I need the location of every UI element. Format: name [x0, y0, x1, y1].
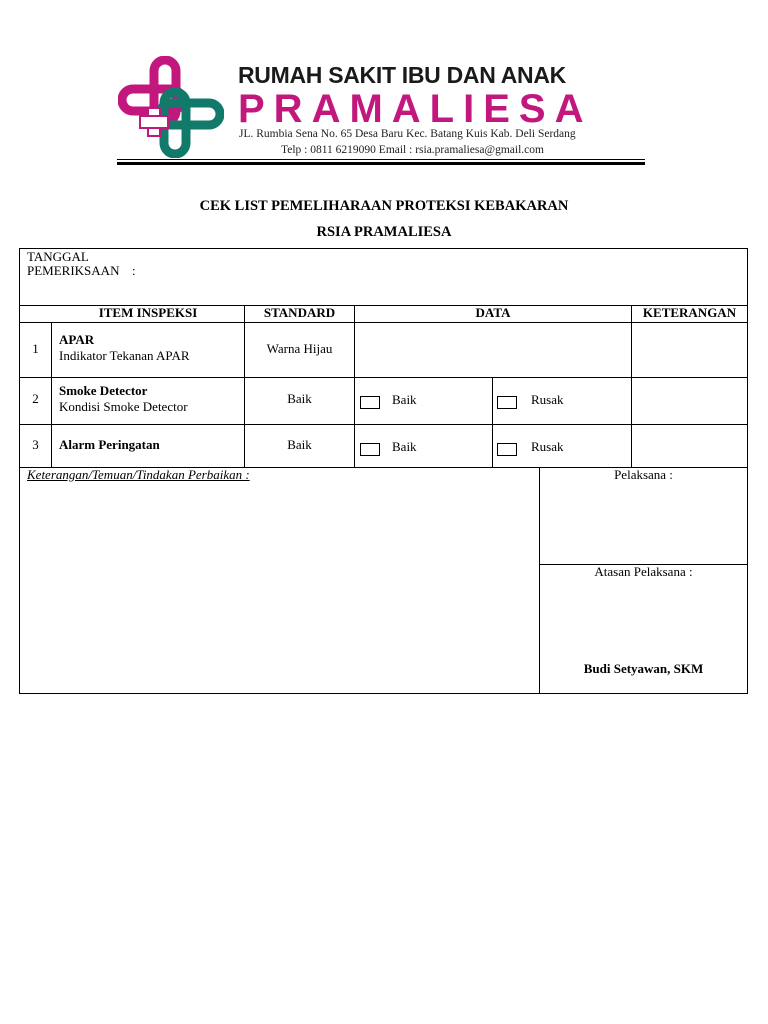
table-col-data-split	[492, 377, 493, 468]
header-data: DATA	[475, 305, 511, 320]
date-colon: :	[132, 263, 136, 278]
table-col-notes-divider	[539, 467, 540, 694]
row-number: 2	[32, 391, 39, 406]
row-number: 3	[32, 437, 39, 452]
table-col-data-divider	[631, 305, 632, 468]
checkbox-baik-label: Baik	[392, 439, 417, 454]
table-line-header-bottom	[19, 322, 748, 323]
hospital-name: PRAMALIESA	[238, 87, 593, 131]
executor-signature-field[interactable]	[541, 486, 746, 562]
supervisor-name: Budi Setyawan, SKM	[583, 661, 704, 676]
hospital-address: JL. Rumbia Sena No. 65 Desa Baru Kec. Batang Kuis Kab. Deli Serdang	[239, 128, 576, 140]
table-line-row1-bottom	[19, 377, 748, 378]
table-line-row2-bottom	[19, 424, 748, 425]
row-title: Smoke Detector	[59, 383, 148, 398]
date-label-line1: TANGGAL	[27, 249, 89, 264]
letterhead-divider-thin	[117, 159, 645, 160]
table-border-bottom	[19, 693, 748, 694]
supervisor-label: Atasan Pelaksana :	[594, 564, 693, 579]
row-remarks-field[interactable]	[633, 426, 746, 466]
row-number: 1	[32, 341, 39, 356]
hospital-contact: Telp : 0811 6219090 Email : rsia.pramaliesa@gmail.com	[281, 144, 544, 156]
document-subtitle: RSIA PRAMALIESA	[316, 224, 452, 240]
date-label-line2: PEMERIKSAAN	[27, 263, 120, 278]
notes-field[interactable]	[21, 486, 537, 691]
checkbox-baik[interactable]	[360, 396, 380, 409]
checkbox-rusak[interactable]	[497, 443, 517, 456]
table-border-top	[19, 248, 748, 249]
header-item: ITEM INSPEKSI	[98, 305, 198, 320]
checkbox-rusak[interactable]	[497, 396, 517, 409]
header-remarks: KETERANGAN	[642, 305, 737, 320]
date-input[interactable]	[145, 263, 735, 299]
row-standard: Warna Hijau	[266, 341, 333, 356]
hospital-type: RUMAH SAKIT IBU DAN ANAK	[238, 62, 566, 88]
table-border-right	[747, 248, 748, 694]
letterhead-divider-thick	[117, 162, 645, 165]
row-standard: Baik	[287, 391, 312, 406]
table-col-standard-divider	[354, 305, 355, 468]
row-title: APAR	[59, 332, 95, 347]
checkbox-baik-label: Baik	[392, 392, 417, 407]
header-standard: STANDARD	[263, 305, 336, 320]
checkbox-rusak-label: Rusak	[531, 439, 564, 454]
checkbox-rusak-label: Rusak	[531, 392, 564, 407]
row-remarks-field[interactable]	[633, 379, 746, 423]
row-title: Alarm Peringatan	[59, 437, 160, 452]
table-border-left	[19, 248, 20, 694]
table-col-no-divider	[51, 322, 52, 468]
row-subtitle: Kondisi Smoke Detector	[59, 399, 188, 414]
notes-label: Keterangan/Temuan/Tindakan Perbaikan :	[27, 467, 250, 482]
executor-label: Pelaksana :	[614, 467, 673, 482]
row-remarks-field[interactable]	[633, 324, 746, 376]
checkbox-baik[interactable]	[360, 443, 380, 456]
row-standard: Baik	[287, 437, 312, 452]
document-title: CEK LIST PEMELIHARAAN PROTEKSI KEBAKARAN	[199, 198, 569, 214]
medical-cross-logo-icon	[118, 56, 224, 158]
row-subtitle: Indikator Tekanan APAR	[59, 348, 190, 363]
row-data-field[interactable]	[356, 324, 630, 376]
